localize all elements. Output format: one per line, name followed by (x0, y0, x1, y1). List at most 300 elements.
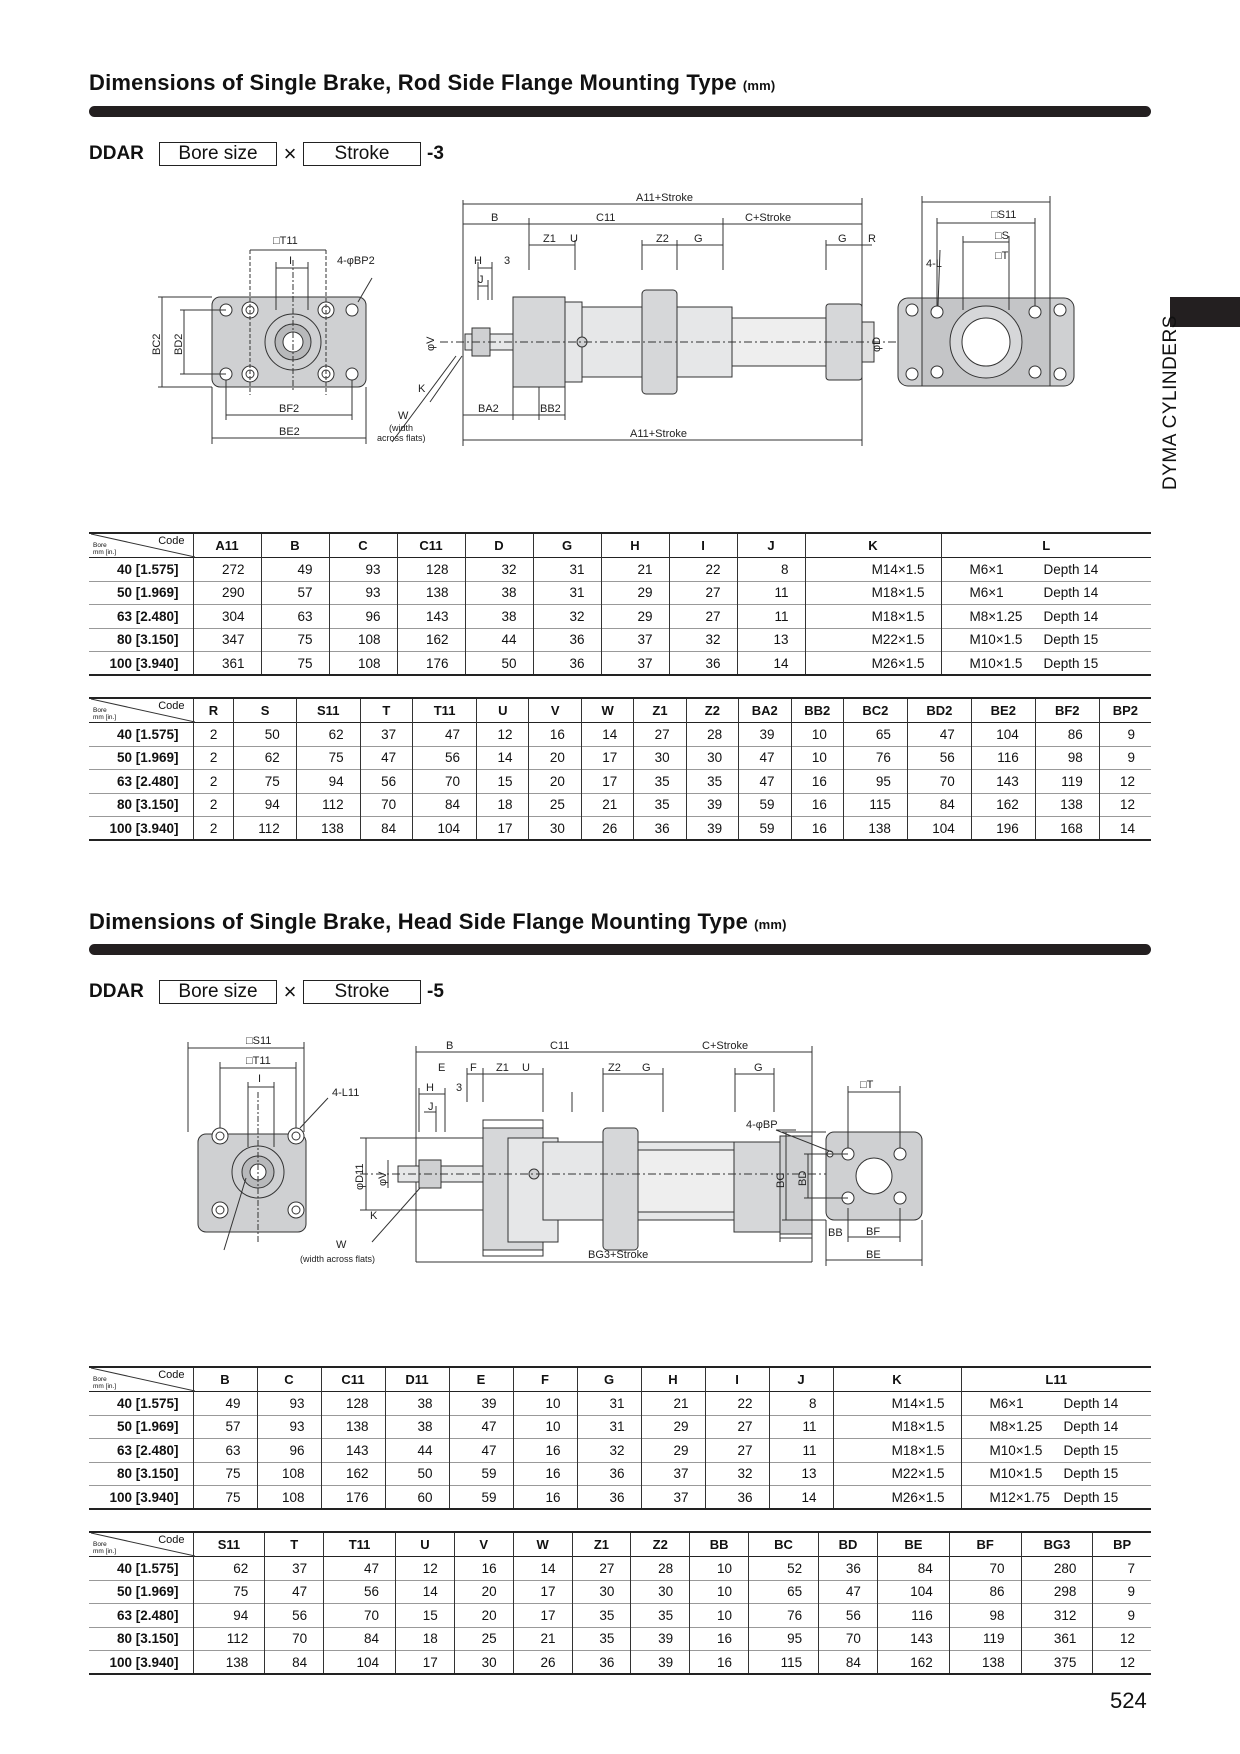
table-row (89, 770, 1151, 794)
label-H: H (474, 255, 482, 267)
label-bd2: BD2 (173, 333, 185, 355)
value-cell: 95 (749, 1627, 819, 1651)
bore-size-cell: 100 [3.940] (109, 820, 179, 836)
value-cell: 63 (261, 605, 329, 629)
table2-col-header: BA2 (739, 698, 791, 723)
value-cell: 50 (234, 723, 296, 747)
thread-depth: Depth 15 (1063, 1442, 1119, 1458)
table-row (89, 793, 1151, 817)
label-BE: BE (866, 1249, 881, 1261)
value-cell: 361 (1021, 1627, 1093, 1651)
label-3: 3 (504, 255, 511, 267)
table2-col-header: BC2 (843, 698, 907, 723)
bore-size-cell: 40 [1.575] (116, 1395, 179, 1411)
value-cell: 26 (513, 1651, 572, 1675)
table3-col-header: F (513, 1367, 577, 1392)
label-G: G (694, 233, 703, 245)
table4-col-header: BE (877, 1532, 949, 1557)
value-cell: 76 (843, 746, 907, 770)
value-cell: 47 (739, 770, 791, 794)
table3-col-header: D11 (385, 1367, 449, 1392)
value-cell: 70 (819, 1627, 878, 1651)
table3-col-header: H (641, 1367, 705, 1392)
label-sqT: □T (860, 1079, 874, 1091)
table4-col-header: BF (949, 1532, 1021, 1557)
value-cell: 119 (949, 1627, 1021, 1651)
value-cell: 59 (449, 1462, 513, 1486)
table4 (89, 1531, 1151, 1675)
value-cell: 36 (577, 1462, 641, 1486)
value-cell: 14 (1099, 817, 1151, 841)
label-K: K (418, 383, 426, 395)
thread-size: M10×1.5 (989, 1442, 1043, 1458)
value-cell: M22×1.5 (833, 1462, 961, 1486)
value-cell: 8 (769, 1392, 833, 1416)
value-cell: 65 (843, 723, 907, 747)
value-cell: 14 (477, 746, 529, 770)
table2-header-row (89, 698, 1151, 723)
value-cell: 16 (454, 1557, 513, 1581)
table1-col-header: J (737, 533, 805, 558)
label-sqT11: □T11 (273, 235, 298, 247)
value-cell: 35 (631, 1604, 690, 1628)
value-cell: M18×1.5 (805, 605, 941, 629)
label-W: W (336, 1239, 347, 1251)
value-cell: 70 (360, 793, 412, 817)
value-cell: 128 (321, 1392, 385, 1416)
table2-col-header: Z2 (686, 698, 738, 723)
label-c-stroke: C+Stroke (702, 1040, 749, 1052)
value-cell: 22 (705, 1392, 769, 1416)
value-cell: 94 (234, 793, 296, 817)
value-cell: 29 (601, 605, 669, 629)
label-z2: Z2 (608, 1062, 621, 1074)
section2-diagram (180, 1032, 1050, 1272)
value-cell: 37 (601, 628, 669, 652)
table-row (89, 581, 1151, 605)
bore-size-cell: 50 [1.969] (116, 585, 179, 601)
value-cell: 10 (690, 1604, 749, 1628)
value-cell: 44 (385, 1439, 449, 1463)
value-cell: 75 (193, 1462, 257, 1486)
value-cell: 9 (1099, 723, 1151, 747)
value-cell: 17 (395, 1651, 454, 1675)
value-cell: 39 (631, 1627, 690, 1651)
label-R: R (868, 233, 876, 245)
value-cell: 38 (385, 1415, 449, 1439)
thread-depth: Depth 15 (1063, 1466, 1119, 1482)
value-cell: M14×1.5 (805, 558, 941, 582)
value-cell: 14 (513, 1557, 572, 1581)
label-4L11: 4-L11 (332, 1087, 360, 1099)
value-cell: 56 (413, 746, 477, 770)
value-cell: 17 (513, 1580, 572, 1604)
bore-size-cell: 80 [3.150] (116, 797, 179, 813)
value-cell: 10 (690, 1557, 749, 1581)
table-row (89, 746, 1151, 770)
value-cell: 47 (413, 723, 477, 747)
value-cell: 84 (819, 1651, 878, 1675)
label-J: J (428, 1101, 434, 1113)
thread-cell (961, 1392, 1151, 1416)
thread-size: M8×1.25 (989, 1419, 1043, 1435)
value-cell: 70 (907, 770, 971, 794)
value-cell: 57 (193, 1415, 257, 1439)
value-cell: 312 (1021, 1604, 1093, 1628)
table4-col-header: BP (1093, 1532, 1151, 1557)
value-cell: 36 (705, 1486, 769, 1510)
value-cell: 32 (465, 558, 533, 582)
value-cell: 39 (631, 1651, 690, 1675)
value-cell: 112 (193, 1627, 265, 1651)
value-cell: 47 (907, 723, 971, 747)
side-label: DYMA CYLINDERS (1160, 315, 1181, 490)
label-C11: C11 (596, 212, 616, 224)
value-cell: 47 (360, 746, 412, 770)
value-cell: 38 (465, 605, 533, 629)
table1-col-header: B (261, 533, 329, 558)
value-cell: 75 (296, 746, 360, 770)
value-cell: 27 (669, 605, 737, 629)
value-cell: 28 (686, 723, 738, 747)
thread-depth: Depth 15 (1043, 655, 1099, 671)
value-cell: M18×1.5 (833, 1415, 961, 1439)
table3-col-header: C11 (321, 1367, 385, 1392)
value-cell: 59 (739, 817, 791, 841)
value-cell: 49 (261, 558, 329, 582)
bore-size-cell: 63 [2.480] (116, 1442, 179, 1458)
thread-size: M6×1 (969, 561, 1004, 577)
table2-col-header: U (477, 698, 529, 723)
value-cell: 10 (791, 746, 843, 770)
value-cell: 25 (454, 1627, 513, 1651)
value-cell: 128 (397, 558, 465, 582)
thread-size: M10×1.5 (969, 632, 1023, 648)
value-cell: 84 (324, 1627, 396, 1651)
table-row (89, 558, 1151, 582)
value-cell: 20 (454, 1604, 513, 1628)
thread-depth: Depth 15 (1043, 632, 1099, 648)
value-cell: M18×1.5 (833, 1439, 961, 1463)
value-cell: 11 (737, 581, 805, 605)
table-row (89, 817, 1151, 841)
value-cell: 2 (193, 817, 234, 841)
value-cell: 65 (749, 1580, 819, 1604)
value-cell: 304 (193, 605, 261, 629)
table4-col-header: BC (749, 1532, 819, 1557)
section1-unit: (mm) (742, 78, 776, 93)
value-cell: 39 (686, 817, 738, 841)
table4-col-header: S11 (193, 1532, 265, 1557)
value-cell: 37 (265, 1557, 324, 1581)
label-a11-stroke-bottom: A11+Stroke (630, 428, 687, 440)
value-cell: 30 (634, 746, 686, 770)
table3-col-header: B (193, 1367, 257, 1392)
table2-col-header: BP2 (1099, 698, 1151, 723)
value-cell: 50 (385, 1462, 449, 1486)
table4-col-header: V (454, 1532, 513, 1557)
value-cell: 9 (1099, 746, 1151, 770)
table1-col-header: I (669, 533, 737, 558)
value-cell: M14×1.5 (833, 1392, 961, 1416)
table2-col-header: S11 (296, 698, 360, 723)
value-cell: 10 (513, 1415, 577, 1439)
value-cell: 96 (329, 605, 397, 629)
value-cell: 31 (533, 558, 601, 582)
value-cell: 10 (513, 1392, 577, 1416)
value-cell: 11 (769, 1439, 833, 1463)
value-cell: 17 (513, 1604, 572, 1628)
bore-size-cell: 100 [3.940] (109, 1489, 179, 1505)
value-cell: 32 (705, 1462, 769, 1486)
table3-col-header: I (705, 1367, 769, 1392)
value-cell: 63 (193, 1439, 257, 1463)
value-cell: 38 (465, 581, 533, 605)
value-cell: 108 (257, 1462, 321, 1486)
table2-col-header: S (234, 698, 296, 723)
label-H: H (426, 1082, 434, 1094)
value-cell: 20 (529, 770, 581, 794)
value-cell: 84 (360, 817, 412, 841)
table4-body (89, 1557, 1151, 1675)
table3 (89, 1366, 1151, 1510)
table1-col-header: K (805, 533, 941, 558)
value-cell: 168 (1035, 817, 1099, 841)
table1-corner: Code Bore mm [in.] (89, 533, 193, 558)
table2-body (89, 723, 1151, 841)
table1-col-header: C (329, 533, 397, 558)
value-cell: 93 (329, 581, 397, 605)
value-cell: 47 (739, 746, 791, 770)
value-cell: 94 (193, 1604, 265, 1628)
value-cell: 12 (1093, 1651, 1151, 1675)
value-cell: 21 (601, 558, 669, 582)
value-cell: 11 (737, 605, 805, 629)
value-cell: 2 (193, 723, 234, 747)
stroke-box: Stroke (303, 142, 421, 166)
times-sign: × (283, 979, 297, 1004)
value-cell: 56 (265, 1604, 324, 1628)
table3-col-header: K (833, 1367, 961, 1392)
thread-cell (961, 1439, 1151, 1463)
thread-depth: Depth 14 (1043, 561, 1099, 577)
table4-col-header: Z2 (631, 1532, 690, 1557)
value-cell: 162 (971, 793, 1035, 817)
value-cell: 75 (234, 770, 296, 794)
value-cell: 36 (634, 817, 686, 841)
value-cell: 108 (329, 652, 397, 676)
thread-cell (941, 558, 1151, 582)
section1-title-bar (89, 106, 1151, 117)
value-cell: 361 (193, 652, 261, 676)
value-cell: 59 (449, 1486, 513, 1510)
table2-col-header: V (529, 698, 581, 723)
value-cell: 47 (324, 1557, 396, 1581)
label-z2: Z2 (656, 233, 669, 245)
value-cell: 143 (321, 1439, 385, 1463)
value-cell: 16 (513, 1462, 577, 1486)
table1-col-header: D (465, 533, 533, 558)
value-cell: 38 (385, 1392, 449, 1416)
bore-size-box: Bore size (159, 980, 277, 1004)
table2-col-header: W (581, 698, 633, 723)
label-BB: BB (828, 1227, 843, 1239)
value-cell: 119 (1035, 770, 1099, 794)
value-cell: 143 (971, 770, 1035, 794)
value-cell: 21 (581, 793, 633, 817)
value-cell: 28 (631, 1557, 690, 1581)
value-cell: 138 (193, 1651, 265, 1675)
value-cell: 2 (193, 746, 234, 770)
value-cell: 96 (257, 1439, 321, 1463)
value-cell: 104 (324, 1651, 396, 1675)
value-cell: 35 (634, 793, 686, 817)
label-4L: 4-L (926, 258, 942, 270)
value-cell: 36 (572, 1651, 631, 1675)
value-cell: 60 (385, 1486, 449, 1510)
table2-col-header: T (360, 698, 412, 723)
value-cell: 84 (413, 793, 477, 817)
label-BD: BD (797, 1170, 809, 1186)
table-row (89, 1651, 1151, 1675)
table3-corner: Code Bore mm [in.] (89, 1367, 193, 1392)
value-cell: 27 (705, 1415, 769, 1439)
table-row (89, 1439, 1151, 1463)
value-cell: 16 (513, 1439, 577, 1463)
value-cell: 104 (971, 723, 1035, 747)
label-4bp: 4-φBP (746, 1119, 778, 1131)
table-row (89, 1486, 1151, 1510)
table4-col-header: T (265, 1532, 324, 1557)
value-cell: 9 (1093, 1604, 1151, 1628)
value-cell: 27 (572, 1557, 631, 1581)
value-cell: 84 (877, 1557, 949, 1581)
value-cell: 17 (581, 746, 633, 770)
bore-size-cell: 63 [2.480] (116, 1607, 179, 1623)
section2-title: Dimensions of Single Brake, Head Side Flange Mounting Type (mm) (89, 909, 787, 934)
value-cell: 44 (465, 628, 533, 652)
thread-depth: Depth 14 (1043, 585, 1099, 601)
value-cell: M26×1.5 (805, 652, 941, 676)
value-cell: 70 (324, 1604, 396, 1628)
table-row (89, 605, 1151, 629)
thread-depth: Depth 14 (1063, 1419, 1119, 1435)
value-cell: 16 (791, 770, 843, 794)
value-cell: 52 (749, 1557, 819, 1581)
label-be2: BE2 (279, 426, 300, 438)
value-cell: 30 (572, 1580, 631, 1604)
value-cell: 32 (577, 1439, 641, 1463)
value-cell: 138 (949, 1651, 1021, 1675)
value-cell: 272 (193, 558, 261, 582)
bore-size-cell: 50 [1.969] (116, 750, 179, 766)
label-ba2: BA2 (478, 403, 499, 415)
label-I: I (258, 1073, 262, 1085)
label-sqS11: □S11 (246, 1035, 272, 1047)
value-cell: 62 (234, 746, 296, 770)
value-cell: 75 (261, 652, 329, 676)
value-cell: 104 (413, 817, 477, 841)
value-cell: 36 (577, 1486, 641, 1510)
value-cell: 93 (257, 1415, 321, 1439)
value-cell: 21 (513, 1627, 572, 1651)
value-cell: 104 (877, 1580, 949, 1604)
thread-cell (941, 581, 1151, 605)
bore-size-cell: 80 [3.150] (116, 1466, 179, 1482)
value-cell: 143 (877, 1627, 949, 1651)
table4-col-header: BD (819, 1532, 878, 1557)
value-cell: 29 (601, 581, 669, 605)
value-cell: 35 (634, 770, 686, 794)
value-cell: 39 (449, 1392, 513, 1416)
table4-col-header: U (395, 1532, 454, 1557)
label-phiD11: φD11 (354, 1163, 366, 1190)
label-J: J (478, 274, 484, 286)
value-cell: 16 (529, 723, 581, 747)
thread-size: M8×1.25 (969, 608, 1023, 624)
table1-col-header: A11 (193, 533, 261, 558)
value-cell: 116 (971, 746, 1035, 770)
value-cell: 25 (529, 793, 581, 817)
table2-col-header: BD2 (907, 698, 971, 723)
value-cell: 30 (454, 1651, 513, 1675)
value-cell: 115 (843, 793, 907, 817)
value-cell: 9 (1093, 1580, 1151, 1604)
value-cell: 84 (265, 1651, 324, 1675)
bore-size-cell: 63 [2.480] (116, 608, 179, 624)
value-cell: 115 (749, 1651, 819, 1675)
value-cell: 138 (397, 581, 465, 605)
value-cell: 12 (395, 1557, 454, 1581)
table2-col-header: BB2 (791, 698, 843, 723)
label-phiD: φD (871, 336, 883, 352)
value-cell: 176 (397, 652, 465, 676)
table3-col-header: J (769, 1367, 833, 1392)
bore-size-box: Bore size (159, 142, 277, 166)
table2-col-header: BE2 (971, 698, 1035, 723)
table4-col-header: BB (690, 1532, 749, 1557)
label-C11: C11 (550, 1040, 570, 1052)
value-cell: 26 (581, 817, 633, 841)
thread-cell (961, 1462, 1151, 1486)
value-cell: 13 (737, 628, 805, 652)
value-cell: 15 (477, 770, 529, 794)
value-cell: 35 (572, 1604, 631, 1628)
thread-cell (941, 652, 1151, 676)
bore-size-cell: 40 [1.575] (116, 1560, 179, 1576)
thread-cell (941, 628, 1151, 652)
label-width: (width (389, 423, 414, 433)
value-cell: 16 (513, 1486, 577, 1510)
value-cell: 14 (395, 1580, 454, 1604)
value-cell: 196 (971, 817, 1035, 841)
value-cell: 116 (877, 1604, 949, 1628)
label-K: K (370, 1210, 378, 1222)
value-cell: 162 (321, 1462, 385, 1486)
value-cell: 30 (529, 817, 581, 841)
section2-unit: (mm) (754, 917, 787, 932)
value-cell: 39 (739, 723, 791, 747)
table3-header-row (89, 1367, 1151, 1392)
label-U: U (522, 1062, 530, 1074)
page-number: 524 (1110, 1688, 1147, 1713)
table1-col-header: H (601, 533, 669, 558)
table4-col-header: BG3 (1021, 1532, 1093, 1557)
value-cell: 35 (572, 1627, 631, 1651)
bore-size-cell: 50 [1.969] (116, 1584, 179, 1600)
value-cell: 16 (690, 1627, 749, 1651)
value-cell: 98 (1035, 746, 1099, 770)
